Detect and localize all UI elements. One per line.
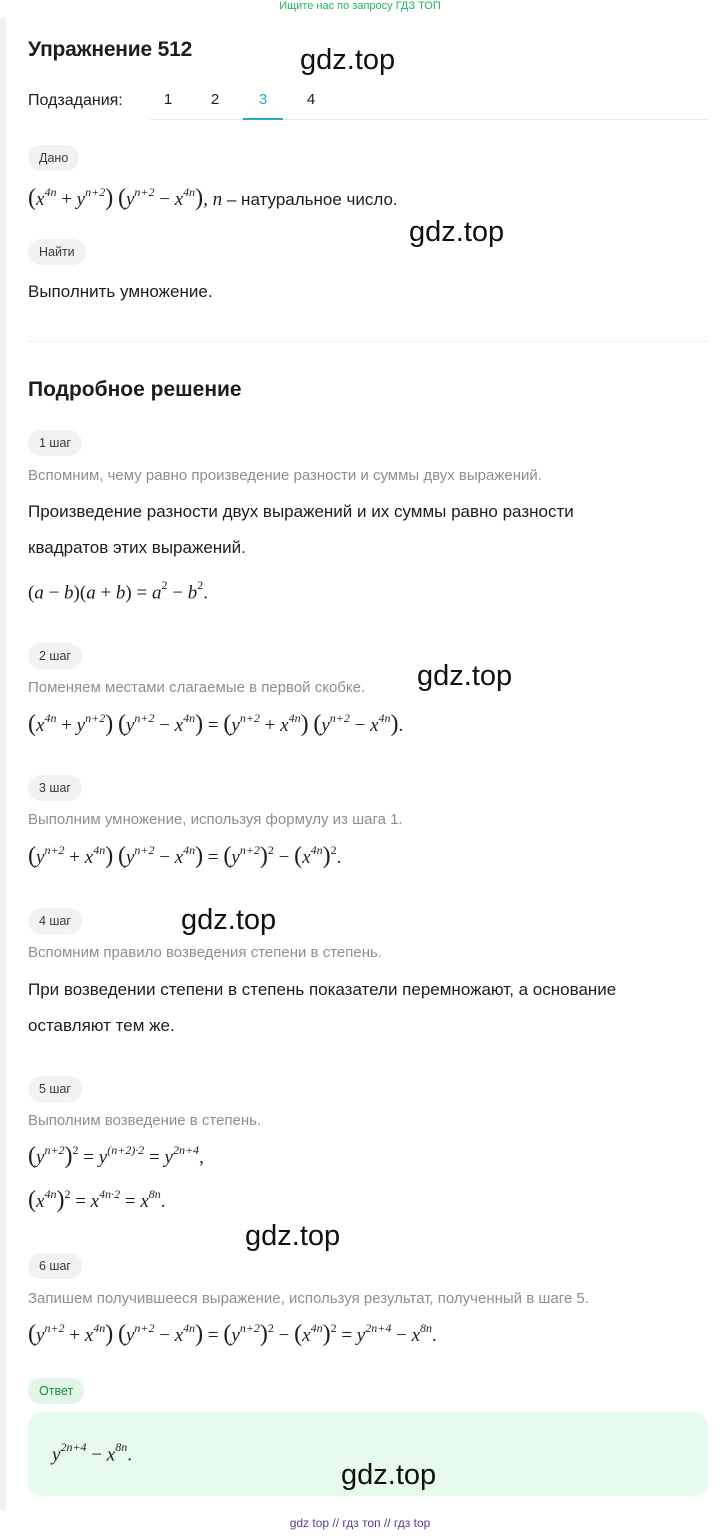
step-4-hint: Вспомним правило возведения степени в степень. <box>28 944 382 961</box>
subtask-tab-3[interactable]: 3 <box>243 90 283 120</box>
subtask-tab-2[interactable]: 2 <box>210 91 220 108</box>
top-banner[interactable]: Ищите нас по запросу ГДЗ ТОП <box>279 0 441 12</box>
footer-links[interactable]: gdz top // гдз топ // гдз top <box>289 1516 431 1530</box>
step-2-hint: Поменяем местами слагаемые в первой скобке. <box>28 679 366 696</box>
step-3-badge: 3 шаг <box>28 775 82 801</box>
subtask-tab-1[interactable]: 1 <box>163 91 173 108</box>
step-4-badge: 4 шаг <box>28 908 82 934</box>
step-4-text-line-1: При возведении степени в степень показатели перемножают, а основание <box>28 980 617 999</box>
step-3-formula: $(y^{n+2} + x^{4n}) (y^{n+2} - x^{4n}) = (y^{n+2})^2 - (x^{4n})^2$. <box>28 842 342 869</box>
step-5-formula-2: $(x^{4n})^2 = x^{4n\cdot 2} = x^{8n}$. <box>28 1186 166 1213</box>
step-1-badge: 1 шаг <box>28 430 82 456</box>
watermark: gdz.top <box>245 1220 341 1252</box>
step-5-hint: Выполним возведение в степень. <box>28 1112 262 1129</box>
step-1-text-line-1: Произведение разности двух выражений и их суммы равно разности <box>28 502 574 521</box>
subtasks-nav <box>28 90 708 122</box>
step-6-formula: $(y^{n+2} + x^{4n}) (y^{n+2} - x^{4n}) = (y^{n+2})^2 - (x^{4n})^2 = y^{2n+4} - x^{8n}$. <box>28 1320 437 1347</box>
section-divider <box>28 341 708 342</box>
watermark: gdz.top <box>341 1459 437 1491</box>
find-text: Выполнить умножение. <box>28 282 213 301</box>
given-text: – натуральное число. <box>222 190 398 209</box>
given-expression: $(x^{4n} + y^{n+2}) (y^{n+2} - x^{4n})$, n – натуральное число. <box>28 184 398 211</box>
step-1-formula: $(a - b)(a + b) = a^2 - b^2$. <box>28 578 208 604</box>
step-2-badge: 2 шаг <box>28 643 82 669</box>
content-card <box>6 18 720 1510</box>
watermark: gdz.top <box>409 216 505 248</box>
step-3-hint: Выполним умножение, используя формулу из шага 1. <box>28 811 403 828</box>
subtask-tab-4[interactable]: 4 <box>306 91 316 108</box>
step-1-text-line-2: квадратов этих выражений. <box>28 538 246 557</box>
find-badge: Найти <box>28 239 86 265</box>
watermark: gdz.top <box>181 904 277 936</box>
step-6-hint: Запишем получившееся выражение, используя результат, полученный в шаге 5. <box>28 1290 589 1307</box>
step-6-badge: 6 шаг <box>28 1253 82 1279</box>
step-2-formula: $(x^{4n} + y^{n+2}) (y^{n+2} - x^{4n}) = (y^{n+2} + x^{4n}) (y^{n+2} - x^{4n})$. <box>28 710 404 737</box>
step-5-formula-1: $(y^{n+2})^2 = y^{(n+2)\cdot 2} = y^{2n+4}$, <box>28 1142 204 1169</box>
given-badge: Дано <box>28 145 79 171</box>
given-expr-tail: , n <box>203 189 223 210</box>
step-5-badge: 5 шаг <box>28 1076 82 1102</box>
subtasks-label: Подзадания: <box>28 92 123 109</box>
watermark: gdz.top <box>300 44 396 76</box>
exercise-title: Упражнение 512 <box>28 38 193 61</box>
watermark: gdz.top <box>417 660 513 692</box>
step-1-hint: Вспомним, чему равно произведение разности и суммы двух выражений. <box>28 467 542 484</box>
answer-badge: Ответ <box>28 1378 84 1404</box>
answer-formula: $y^{2n+4} - x^{8n}$. <box>52 1440 132 1466</box>
solution-title: Подробное решение <box>28 378 242 401</box>
step-4-text-line-2: оставляют тем же. <box>28 1016 175 1035</box>
